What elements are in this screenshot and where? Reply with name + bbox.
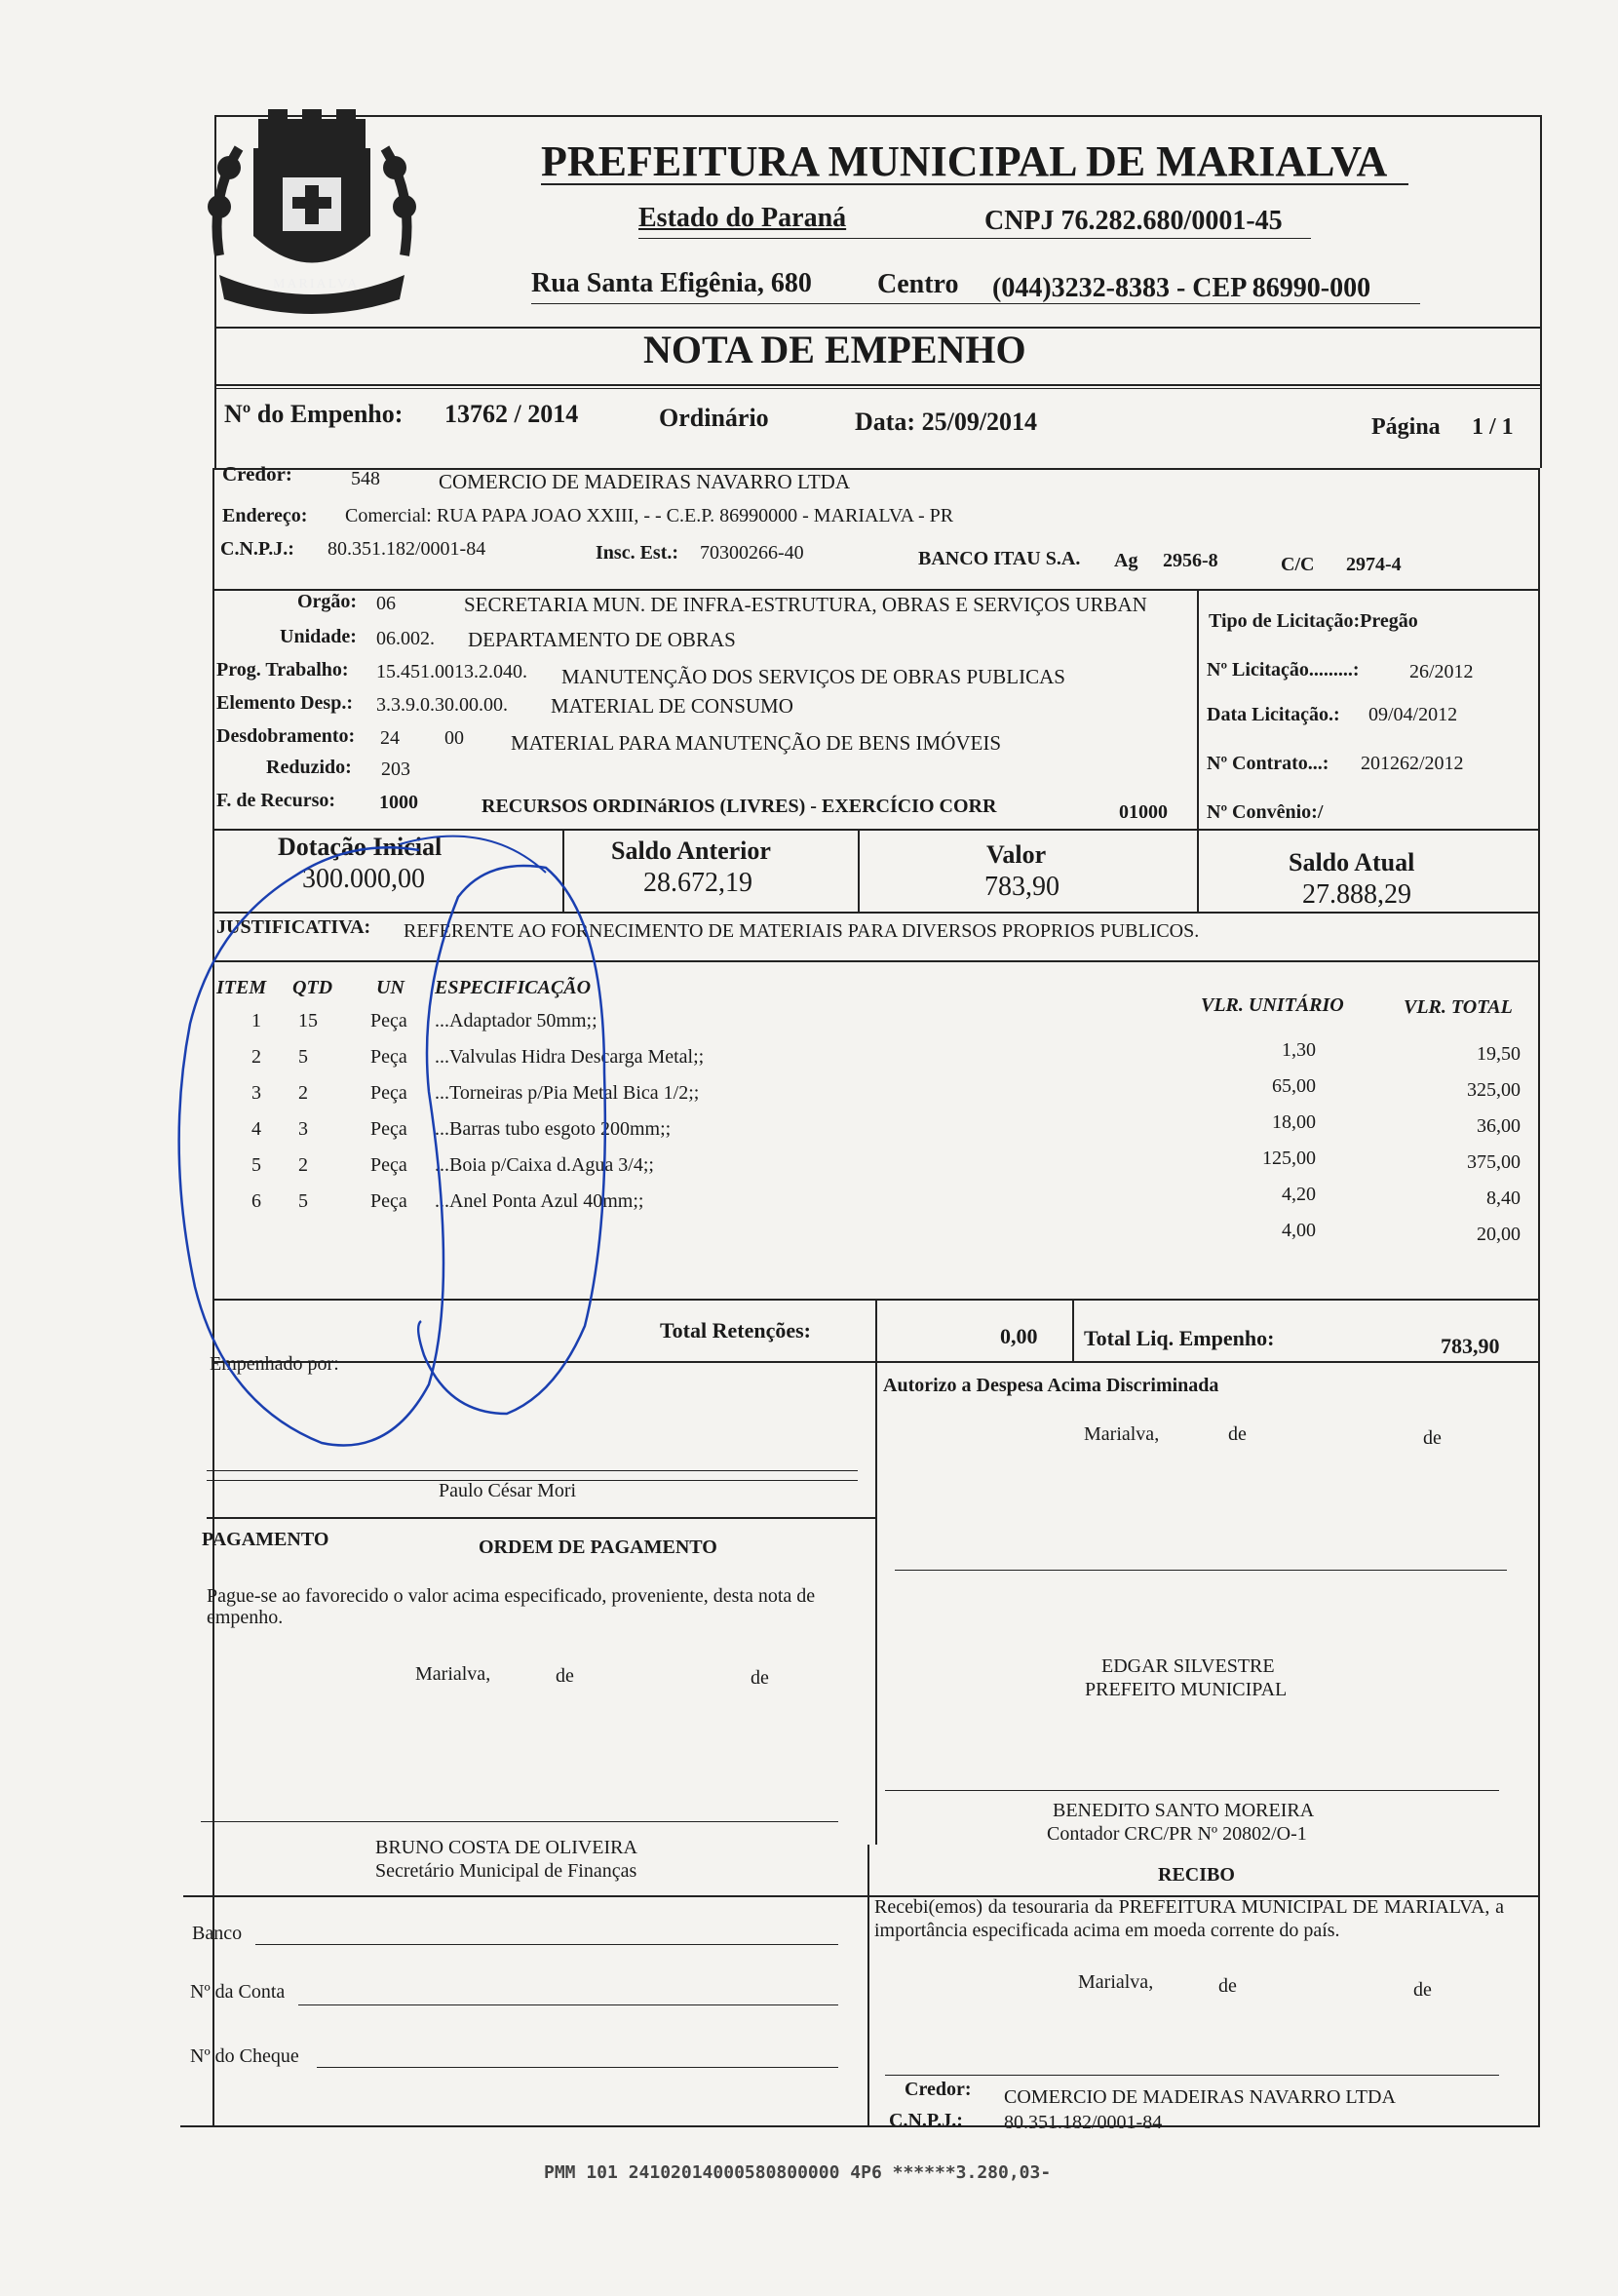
agency-value: 2956-8 [1163,550,1218,571]
cnpj-label: C.N.P.J.: [220,538,294,560]
pagamento-de1: de [556,1665,574,1687]
unidade-label: Unidade: [280,626,357,647]
item-unit: Peça [370,1190,407,1212]
item-unit-value: 4,00 [1282,1220,1316,1241]
item-number: 4 [251,1118,261,1140]
item-unit: Peça [370,1010,407,1031]
ordem-pagamento: ORDEM DE PAGAMENTO [479,1537,717,1558]
dotacao-inicial-value: 300.000,00 [302,864,425,894]
recurso-code: 1000 [379,792,418,813]
empenho-date: Data: 25/09/2014 [855,408,1038,436]
pagamento-label: PAGAMENTO [202,1529,329,1550]
col-unit-value: VLR. UNITÁRIO [1201,994,1344,1016]
page-label: Página [1371,414,1441,440]
seal-text: MARIALVA [273,277,360,292]
bank-name: BANCO ITAU S.A. [918,548,1081,569]
valor-label: Valor [986,840,1047,869]
item-number: 2 [251,1046,261,1068]
licitacao-date: 09/04/2012 [1368,704,1458,725]
item-unit-value: 4,20 [1282,1184,1316,1205]
justificativa-text: REFERENTE AO FORNECIMENTO DE MATERIAIS PARA DIVERSOS PROPRIOS PUBLICOS. [404,920,1200,942]
licitacao-number: 26/2012 [1409,661,1474,682]
cheque-label: Nº do Cheque [190,2045,299,2067]
recibo-cnpj-label: C.N.P.J.: [889,2110,963,2131]
prog-name: MANUTENÇÃO DOS SERVIÇOS DE OBRAS PUBLICAS [561,665,1065,688]
prefeito-name: EDGAR SILVESTRE [1101,1655,1275,1677]
conta-label: Nº da Conta [190,1981,286,2003]
endereco-label: Endereço: [222,505,308,526]
reduzido-value: 203 [381,759,410,780]
item-total-value: 20,00 [1477,1224,1521,1245]
secretario-title: Secretário Municipal de Finanças [375,1860,637,1882]
liq-label: Total Liq. Empenho: [1084,1326,1275,1350]
item-spec: ...Anel Ponta Azul 40mm;; [435,1190,644,1212]
col-total-value: VLR. TOTAL [1404,996,1513,1018]
item-qtd: 15 [298,1010,318,1031]
autorizo-de2: de [1423,1427,1442,1449]
page-number: 1 / 1 [1472,414,1514,440]
empenho-number: 13762 / 2014 [444,400,579,428]
recibo-credor-name: COMERCIO DE MADEIRAS NAVARRO LTDA [1004,2086,1396,2108]
endereco-value: Comercial: RUA PAPA JOAO XXIII, - - C.E.P. 86990000 - MARIALVA - PR [345,505,954,526]
item-unit-value: 18,00 [1272,1111,1316,1133]
item-spec: ...Adaptador 50mm;; [435,1010,597,1031]
item-unit: Peça [370,1046,407,1068]
reduzido-label: Reduzido: [266,757,352,778]
empenhado-label: Empenhado por: [210,1353,339,1375]
recurso-label: F. de Recurso: [216,790,336,811]
desdobramento-name: MATERIAL PARA MANUTENÇÃO DE BENS IMÓVEIS [511,731,1002,755]
recibo-city: Marialva, [1078,1971,1154,1993]
desdobramento-code1: 24 [380,727,400,749]
col-un: UN [376,977,404,998]
orgao-label: Orgão: [297,591,358,612]
item-unit-value: 125,00 [1262,1148,1316,1169]
account-label: C/C [1281,554,1315,575]
footer-barcode-text: PMM 101 24102014000580800000 4P6 ******3.280,03- [544,2162,1052,2183]
empenho-label: Nº do Empenho: [224,400,404,428]
prog-code: 15.451.0013.2.040. [376,661,527,682]
banco-label: Banco [192,1923,243,1944]
item-spec: ...Boia p/Caixa d.Agua 3/4;; [435,1154,654,1176]
account-value: 2974-4 [1346,554,1402,575]
empenho-type: Ordinário [659,404,769,432]
col-qtd: QTD [292,977,333,998]
col-item: ITEM [216,977,267,998]
elemento-name: MATERIAL DE CONSUMO [551,694,793,718]
dotacao-inicial-label: Dotação Inicial [278,833,443,861]
item-unit-value: 1,30 [1282,1039,1316,1061]
prog-label: Prog. Trabalho: [216,659,349,681]
recibo-cnpj-value: 80.351.182/0001-84 [1004,2112,1163,2133]
cnpj-header: CNPJ 76.282.680/0001-45 [984,206,1283,236]
licitacao-date-label: Data Licitação.: [1207,704,1340,725]
orgao-name: SECRETARIA MUN. DE INFRA-ESTRUTURA, OBRAS E SERVIÇOS URBAN [464,593,1147,616]
saldo-atual-label: Saldo Atual [1289,848,1415,876]
justificativa-label: JUSTIFICATIVA: [216,916,371,938]
contador-name: BENEDITO SANTO MOREIRA [1053,1800,1315,1821]
item-total-value: 375,00 [1467,1151,1521,1173]
saldo-anterior-label: Saldo Anterior [611,837,771,865]
item-qtd: 2 [298,1154,308,1176]
district: Centro [877,269,959,299]
street-address: Rua Santa Efigênia, 680 [531,268,812,298]
item-qtd: 5 [298,1046,308,1068]
cnpj-value: 80.351.182/0001-84 [327,538,486,560]
contador-title: Contador CRC/PR Nº 20802/O-1 [1047,1823,1307,1845]
item-total-value: 325,00 [1467,1079,1521,1101]
retencoes-value: 0,00 [1000,1324,1038,1348]
liq-value: 783,90 [1441,1334,1500,1358]
item-qtd: 5 [298,1190,308,1212]
autorizo-de1: de [1228,1423,1247,1445]
item-total-value: 19,50 [1477,1043,1521,1065]
desdobramento-code2: 00 [444,727,464,749]
prefeito-title: PREFEITO MUNICIPAL [1085,1679,1288,1700]
credor-code: 548 [351,468,380,489]
autorizo-label: Autorizo a Despesa Acima Discriminada [883,1375,1219,1396]
item-unit: Peça [370,1118,407,1140]
secretario-name: BRUNO COSTA DE OLIVEIRA [375,1837,637,1858]
saldo-atual-value: 27.888,29 [1302,879,1411,910]
empenhado-name: Paulo César Mori [439,1480,577,1501]
item-unit: Peça [370,1082,407,1104]
item-number: 1 [251,1010,261,1031]
phone-cep: (044)3232-8383 - CEP 86990-000 [992,273,1371,303]
contrato-label: Nº Contrato...: [1207,753,1329,774]
item-qtd: 2 [298,1082,308,1104]
autorizo-city: Marialva, [1084,1423,1160,1445]
item-spec: ...Torneiras p/Pia Metal Bica 1/2;; [435,1082,700,1104]
unidade-name: DEPARTAMENTO DE OBRAS [468,628,736,651]
item-number: 5 [251,1154,261,1176]
valor-value: 783,90 [984,872,1059,902]
elemento-code: 3.3.9.0.30.00.00. [376,694,508,716]
licitacao-type: Tipo de Licitação:Pregão [1209,610,1418,632]
item-number: 3 [251,1082,261,1104]
recurso-name: RECURSOS ORDINáRIOS (LIVRES) - EXERCÍCIO CORR [482,796,997,817]
unidade-code: 06.002. [376,628,435,649]
credor-label: Credor: [222,462,292,486]
item-number: 6 [251,1190,261,1212]
desdobramento-label: Desdobramento: [216,725,356,747]
recibo-de2: de [1413,1979,1432,2001]
insc-label: Insc. Est.: [596,542,679,564]
recibo-text: Recebi(emos) da tesouraria da PREFEITURA MUNICIPAL DE MARIALVA, a importância especificada acima em moeda corrente do país. [874,1896,1504,1941]
recibo-de1: de [1218,1975,1237,1997]
pagamento-city: Marialva, [415,1663,491,1685]
col-especificacao: ESPECIFICAÇÃO [435,977,592,998]
state-name: Estado do Paraná [638,203,847,233]
recibo-credor-label: Credor: [905,2079,972,2100]
municipality-title: PREFEITURA MUNICIPAL DE MARIALVA [541,137,1388,185]
item-spec: ...Valvulas Hidra Descarga Metal;; [435,1046,705,1068]
contrato-value: 201262/2012 [1361,753,1464,774]
credor-name: COMERCIO DE MADEIRAS NAVARRO LTDA [439,470,850,493]
recibo-title: RECIBO [1158,1864,1235,1886]
orgao-code: 06 [376,593,396,614]
item-total-value: 36,00 [1477,1115,1521,1137]
item-qtd: 3 [298,1118,308,1140]
agency-label: Ag [1114,550,1138,571]
item-total-value: 8,40 [1486,1187,1521,1209]
document-title: NOTA DE EMPENHO [643,328,1026,371]
item-unit: Peça [370,1154,407,1176]
convenio: Nº Convênio:/ [1207,801,1324,823]
pagamento-text: Pague-se ao favorecido o valor acima especificado, proveniente, desta nota de empenho. [207,1585,816,1628]
saldo-anterior-value: 28.672,19 [643,868,752,898]
item-unit-value: 65,00 [1272,1075,1316,1097]
elemento-label: Elemento Desp.: [216,692,353,714]
licitacao-number-label: Nº Licitação.........: [1207,659,1360,681]
item-spec: ...Barras tubo esgoto 200mm;; [435,1118,672,1140]
retencoes-label: Total Retenções: [660,1318,811,1343]
pagamento-de2: de [751,1667,769,1689]
insc-value: 70300266-40 [700,542,804,564]
recurso-code2: 01000 [1119,801,1168,823]
